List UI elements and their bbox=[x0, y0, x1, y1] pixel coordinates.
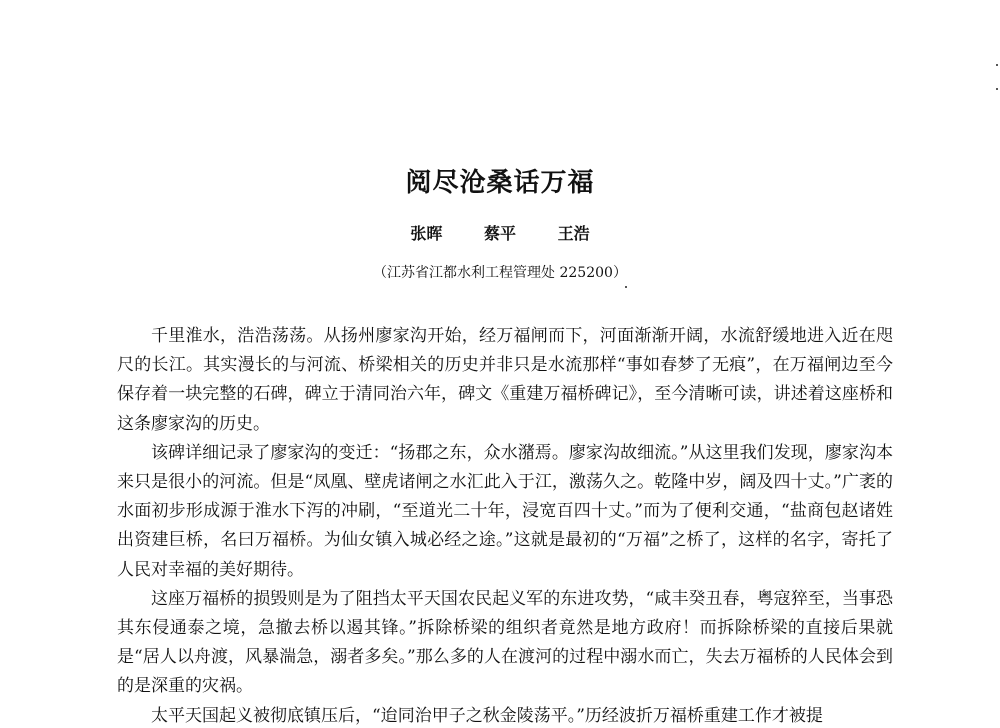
scan-speck bbox=[996, 64, 998, 66]
author-name: 张晖 bbox=[410, 224, 443, 243]
body-paragraph: 太平天国起义被彻底镇压后，“迨同治甲子之秋金陵荡平。”历经波折万福桥重建工作才被提 bbox=[151, 705, 823, 726]
article-body bbox=[117, 322, 893, 728]
author-list bbox=[0, 222, 1000, 246]
scan-speck bbox=[625, 286, 627, 288]
body-paragraph: 千里淮水，浩浩荡荡。从扬州廖家沟开始，经万福闸而下，河面渐渐开阔，水流舒缓地进入近在咫尺的长江。其实漫长的与河流、桥梁相关的历史并非只是水流那样“事如春梦了无痕”，在万福闸边至今保存着一块完整的石碑，碑立于清同治六年，碑文《重建万福桥碑记》，至今清晰可读，讲述着这座桥和这条廖家沟的历史。 bbox=[117, 326, 893, 434]
article-title: 阅尽沧桑话万福 bbox=[405, 168, 595, 198]
body-paragraph: 这座万福桥的损毁则是为了阻挡太平天国农民起义军的东进攻势，“咸丰癸丑春，粤寇猝至，当事恐其东侵通泰之境，急撤去桥以遏其锋。”拆除桥梁的组织者竟然是地方政府！而拆除桥梁的直接后果就是“居人以舟渡，风暴湍急，溺者多矣。”那么多的人在渡河的过程中溺水而亡，失去万福桥的人民体会到的是深重的灾祸。 bbox=[117, 588, 893, 697]
author-affiliation: （江苏省江都水利工程管理处 225200） bbox=[373, 265, 627, 281]
author-name: 蔡平 bbox=[483, 224, 516, 243]
author-name: 王浩 bbox=[557, 224, 590, 243]
scan-speck bbox=[996, 88, 998, 90]
body-paragraph: 该碑详细记录了廖家沟的变迁：“扬郡之东，众水潴焉。廖家沟故细流。”从这里我们发现，廖家沟本来只是很小的河流。但是“凤凰、壁虎诸闸之水汇此入于江，激荡久之。乾隆中岁，阔及四十丈。”广袤的水面初步形成源于淮水下泻的冲刷，“至道光二十年，浸宽百四十丈。”而为了便利交通，“盐商包赵诸姓出资建巨桥，名曰万福桥。为仙女镇入城必经之途。”这就是最初的“万福”之桥了，这样的名字，寄托了人民对幸福的美好期待。 bbox=[117, 442, 893, 580]
